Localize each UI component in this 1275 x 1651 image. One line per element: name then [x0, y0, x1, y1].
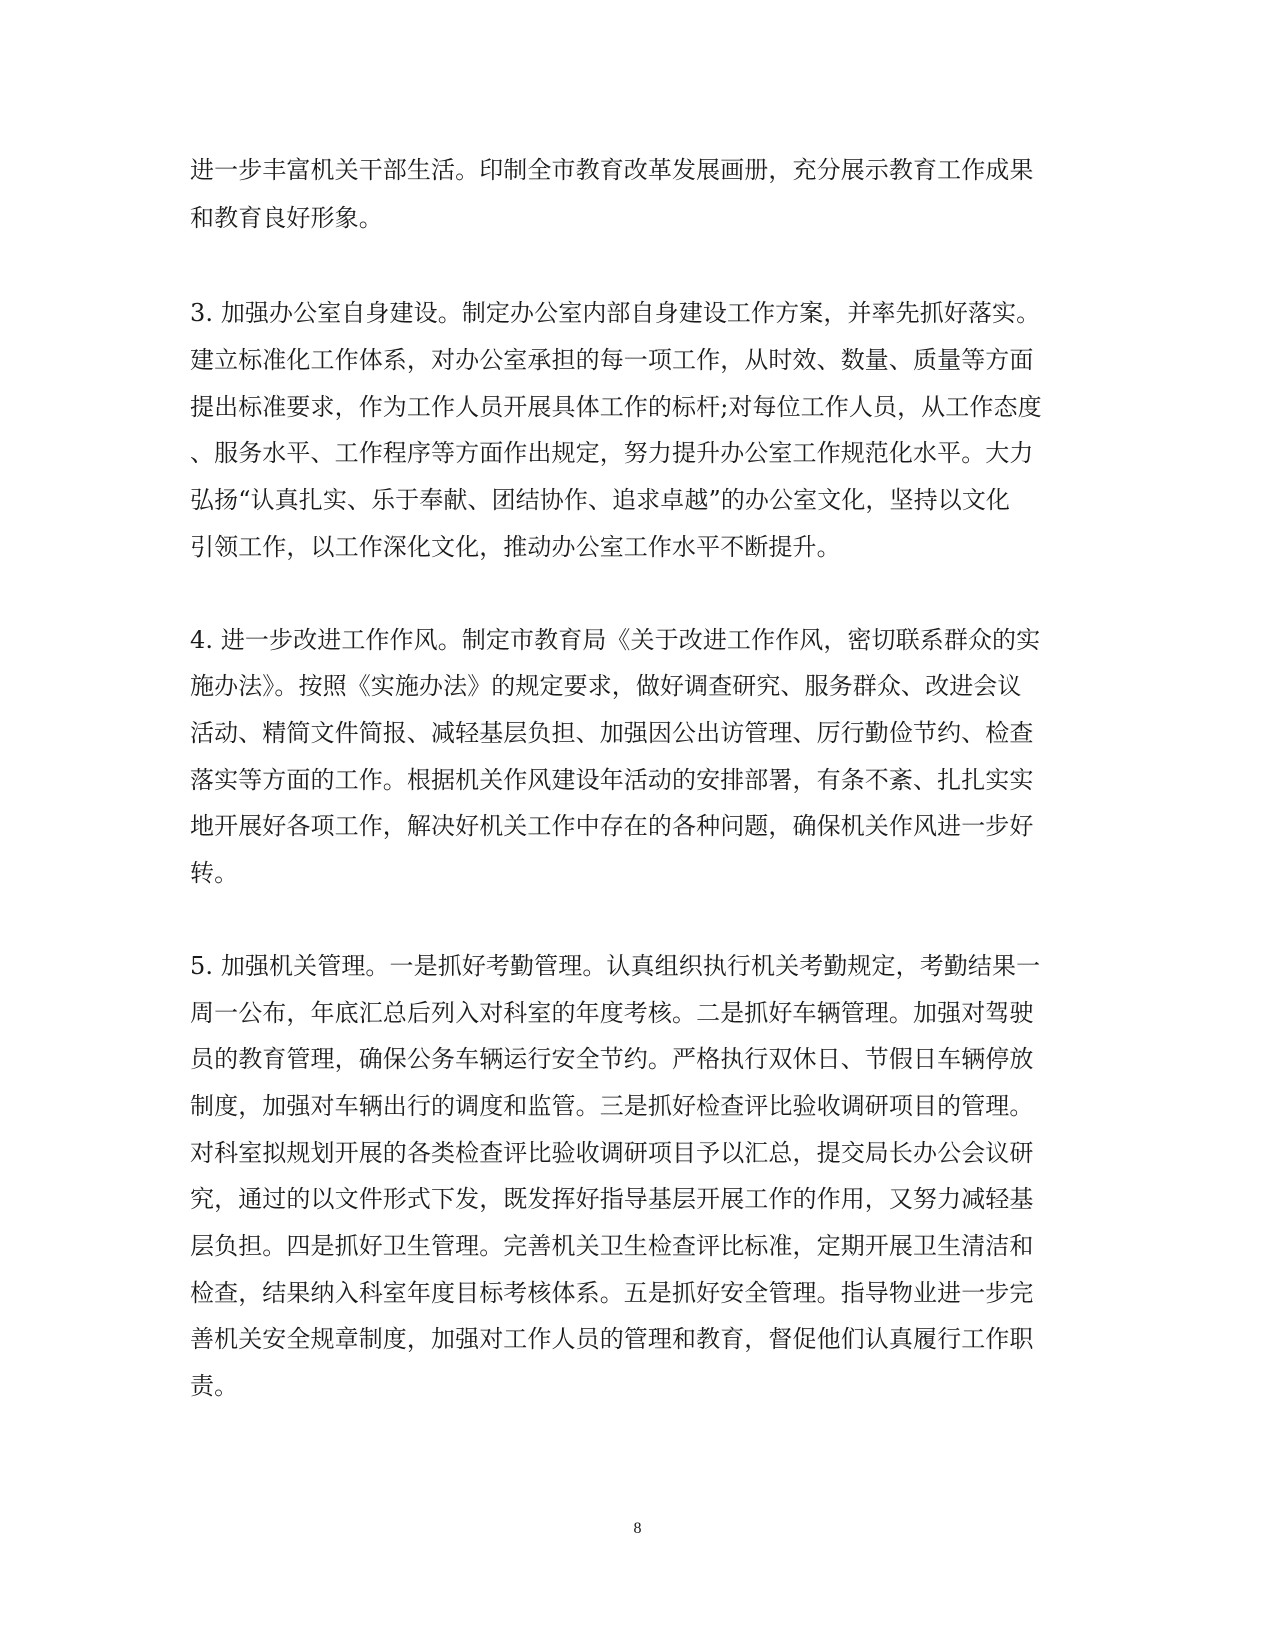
text-line: 制度，加强对车辆出行的调度和监管。三是抓好检查评比验收调研项目的管理。: [190, 1092, 1034, 1120]
text-line: 检查，结果纳入科室年度目标考核体系。五是抓好安全管理。指导物业进一步完: [190, 1279, 1034, 1307]
page-number: 8: [633, 1520, 642, 1537]
text-line: 弘扬“认真扎实、乐于奉献、团结协作、追求卓越”的办公室文化，坚持以文化: [190, 486, 1011, 514]
text-line: 5. 加强机关管理。一是抓好考勤管理。认真组织执行机关考勤规定，考勤结果一: [190, 952, 1041, 980]
text-line: 层负担。四是抓好卫生管理。完善机关卫生检查评比标准，定期开展卫生清洁和: [190, 1232, 1034, 1260]
text-line: 究，通过的以文件形式下发，既发挥好指导基层开展工作的作用，又努力减轻基: [190, 1185, 1034, 1213]
text-line: 地开展好各项工作，解决好机关工作中存在的各种问题，确保机关作风进一步好: [190, 812, 1034, 840]
text-line: 责。: [190, 1372, 239, 1400]
text-line: 转。: [190, 859, 239, 887]
text-line: 活动、精简文件简报、减轻基层负担、加强因公出访管理、厉行勤俭节约、检查: [190, 719, 1034, 747]
text-line: 善机关安全规章制度，加强对工作人员的管理和教育，督促他们认真履行工作职: [190, 1325, 1034, 1353]
text-line: 引领工作，以工作深化文化，推动办公室工作水平不断提升。: [190, 533, 841, 561]
text-line: 落实等方面的工作。根据机关作风建设年活动的安排部署，有条不紊、扎扎实实: [190, 766, 1034, 794]
text-line: 提出标准要求，作为工作人员开展具体工作的标杆;对每位工作人员，从工作态度: [190, 393, 1042, 421]
text-line: 施办法》。按照《实施办法》的规定要求，做好调查研究、服务群众、改进会议: [190, 672, 1022, 700]
text-line: 周一公布，年底汇总后列入对科室的年度考核。二是抓好车辆管理。加强对驾驶: [190, 999, 1034, 1027]
text-line: 进一步丰富机关干部生活。印制全市教育改革发展画册，充分展示教育工作成果: [190, 156, 1034, 184]
text-line: 建立标准化工作体系，对办公室承担的每一项工作，从时效、数量、质量等方面: [190, 346, 1034, 374]
text-line: 员的教育管理，确保公务车辆运行安全节约。严格执行双休日、节假日车辆停放: [190, 1045, 1034, 1073]
text-line: 、服务水平、工作程序等方面作出规定，努力提升办公室工作规范化水平。大力: [190, 439, 1034, 467]
text-line: 对科室拟规划开展的各类检查评比验收调研项目予以汇总，提交局长办公会议研: [190, 1139, 1034, 1167]
text-line: 4. 进一步改进工作作风。制定市教育局《关于改进工作作风，密切联系群众的实: [190, 626, 1041, 654]
text-line: 3. 加强办公室自身建设。制定办公室内部自身建设工作方案，并率先抓好落实。: [190, 299, 1041, 327]
text-line: 和教育良好形象。: [190, 204, 383, 232]
